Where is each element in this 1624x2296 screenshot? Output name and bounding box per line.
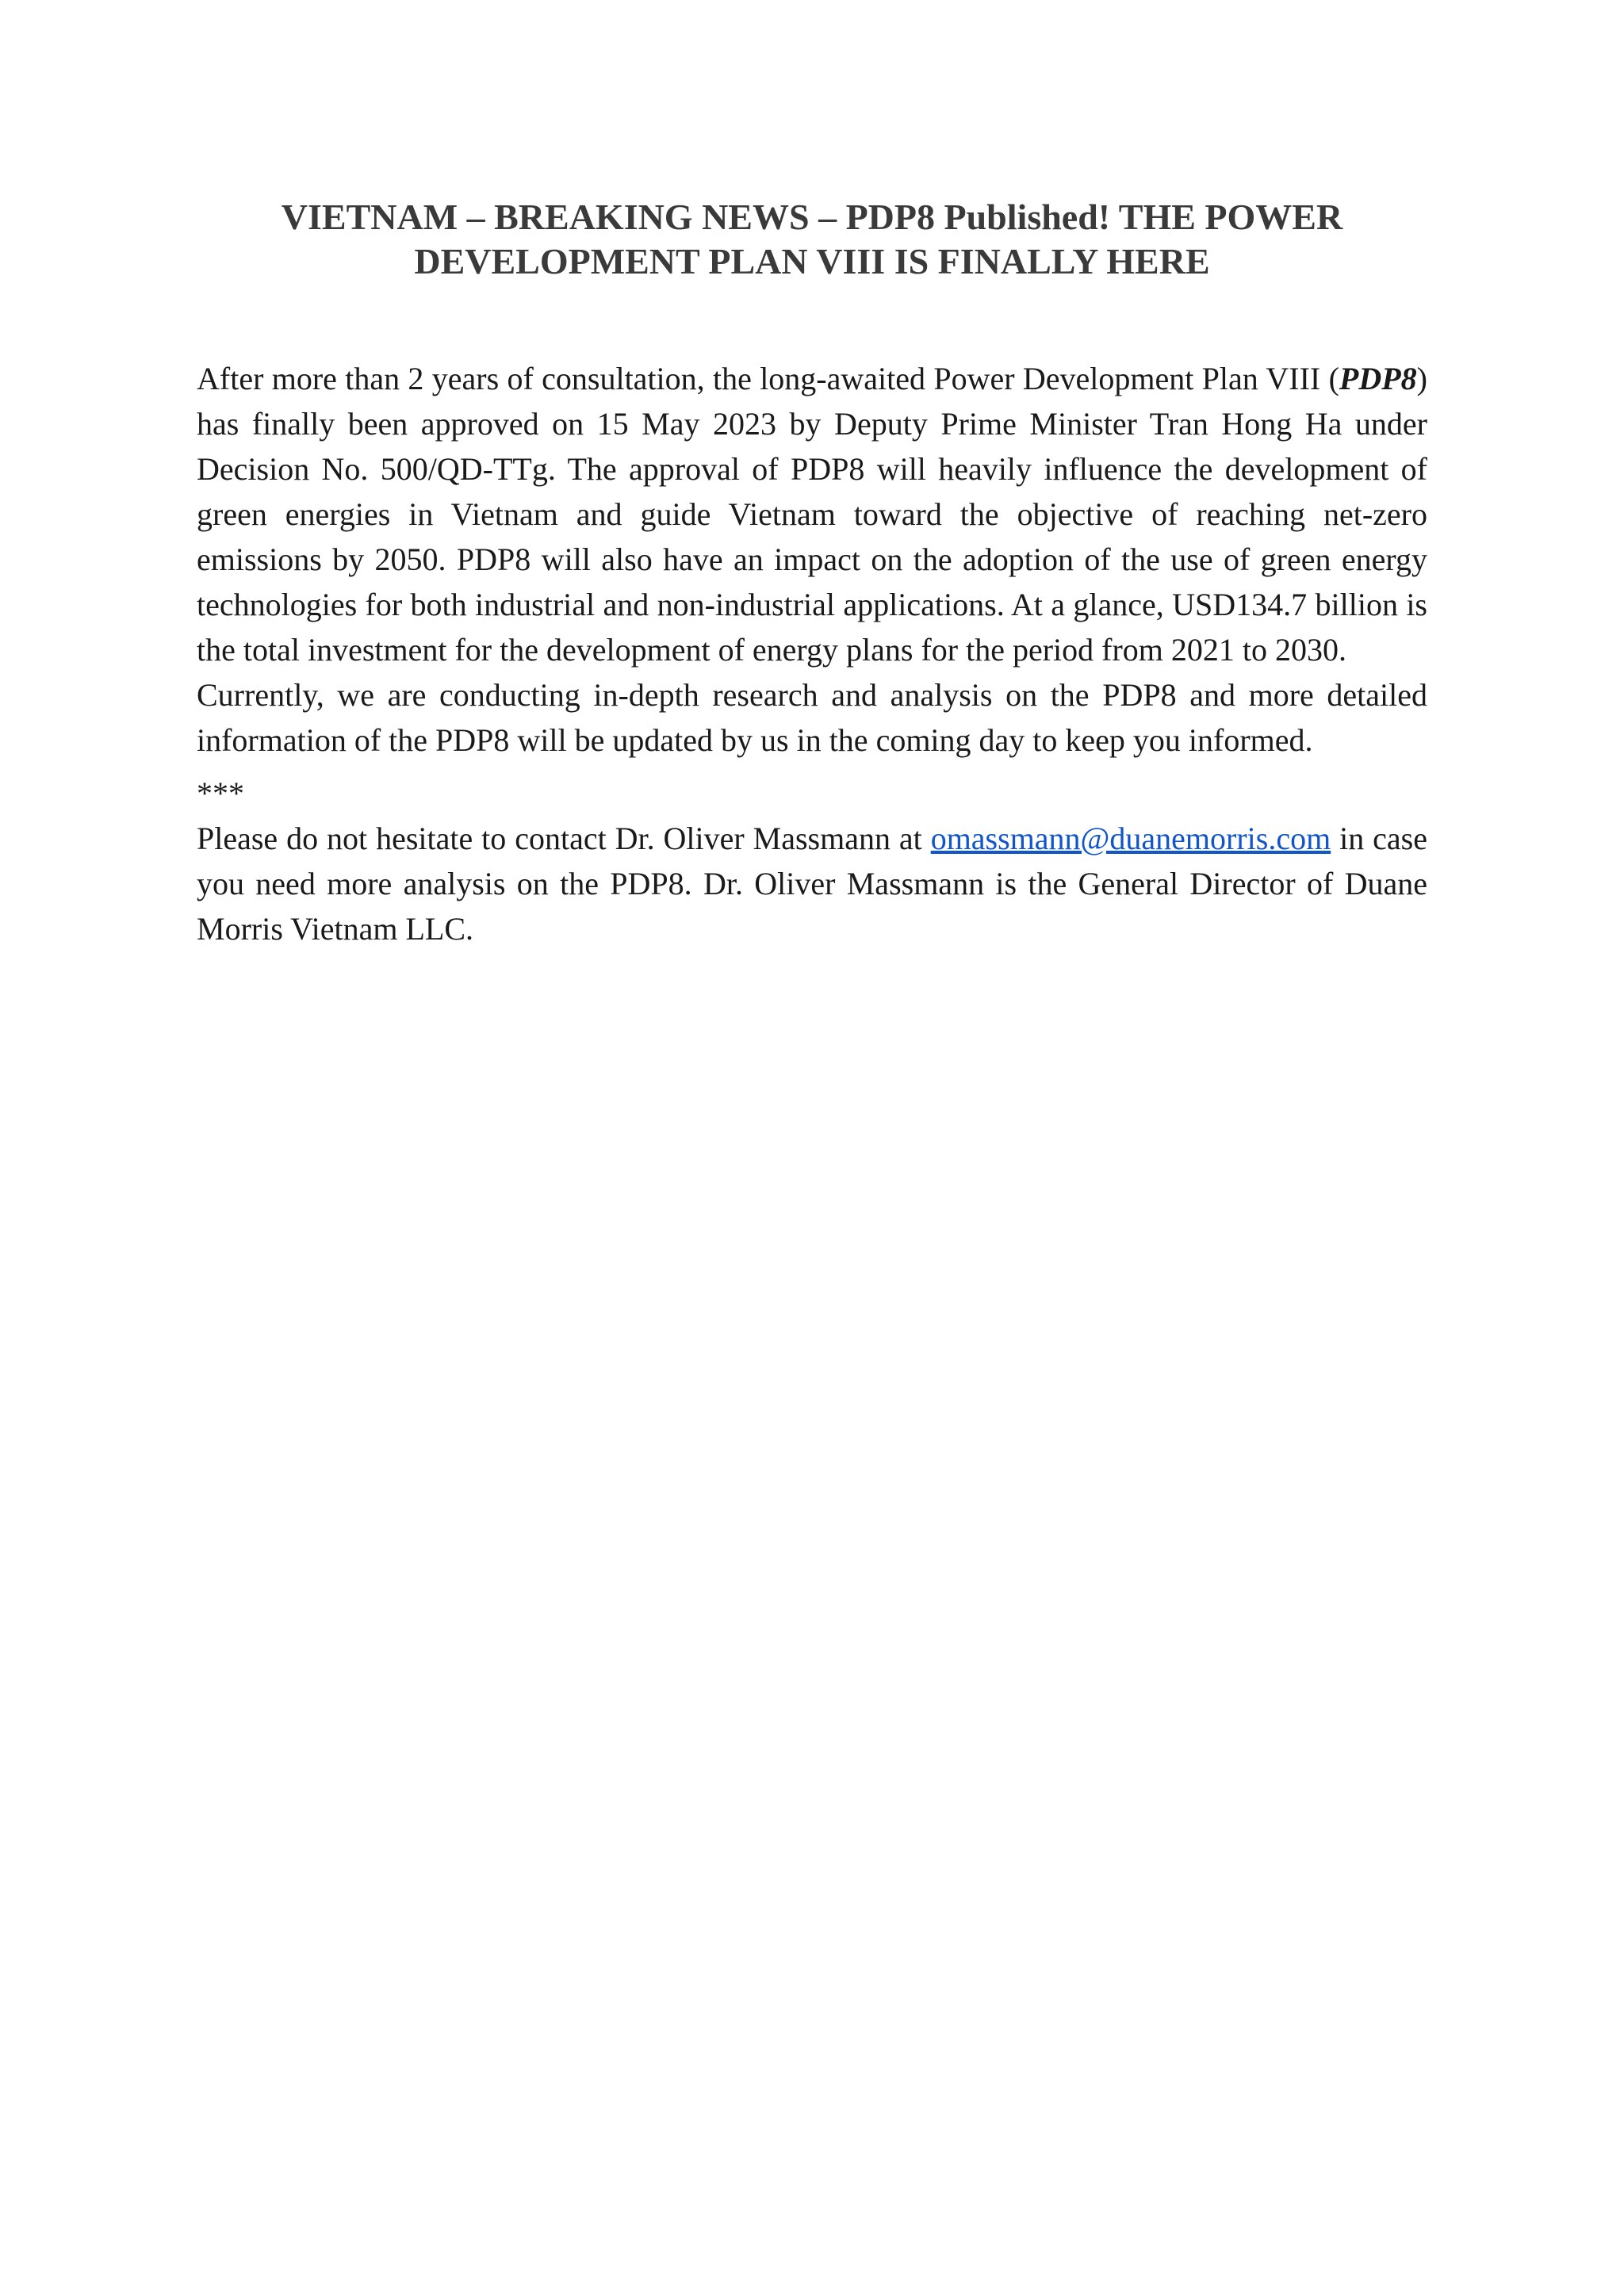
paragraph-contact <box>197 816 1427 951</box>
spacer <box>197 763 1427 771</box>
paragraph-approval-intro: After more than 2 years of consultation, the long-awaited Power Development Plan VIII ( <box>197 361 1339 396</box>
title-line-1: VIETNAM – BREAKING NEWS – PDP8 Published! THE POWER <box>281 197 1343 237</box>
section-separator: *** <box>197 775 244 811</box>
email-link[interactable]: omassmann@duanemorris.com <box>930 821 1331 856</box>
document-title <box>197 195 1427 284</box>
paragraph-research: Currently, we are conducting in-depth research and analysis on the PDP8 and more detailed information of the PDP8 will be updated by us in the coming day to keep you informed. <box>197 677 1427 758</box>
contact-rest: in case you need more analysis on the PDP8. Dr. Oliver Massmann is the General Director of Duane Morris Vietnam LLC. <box>197 821 1427 947</box>
paragraph-approval <box>197 356 1427 672</box>
contact-intro: Please do not hesitate to contact Dr. Oliver Massmann at <box>197 821 931 856</box>
pdp8-acronym: PDP8 <box>1339 361 1417 396</box>
paragraph-approval-rest: ) has finally been approved on 15 May 2023 by Deputy Prime Minister Tran Hong Ha under Decision No. 500/QD-TTg. The approval of PDP8 will heavily influence the development of green energies in Vietnam and guide Vietnam toward the objective of reaching net-zero emissions by 2050. PDP8 will also have an impact on the adoption of the use of green energy technologies for both industrial and non-industrial applications. At a glance, USD134.7 billion is the total investment for the development of energy plans for the period from 2021 to 2030. <box>197 361 1427 668</box>
document-body <box>197 356 1427 951</box>
title-line-2: DEVELOPMENT PLAN VIII IS FINALLY HERE <box>414 241 1210 281</box>
